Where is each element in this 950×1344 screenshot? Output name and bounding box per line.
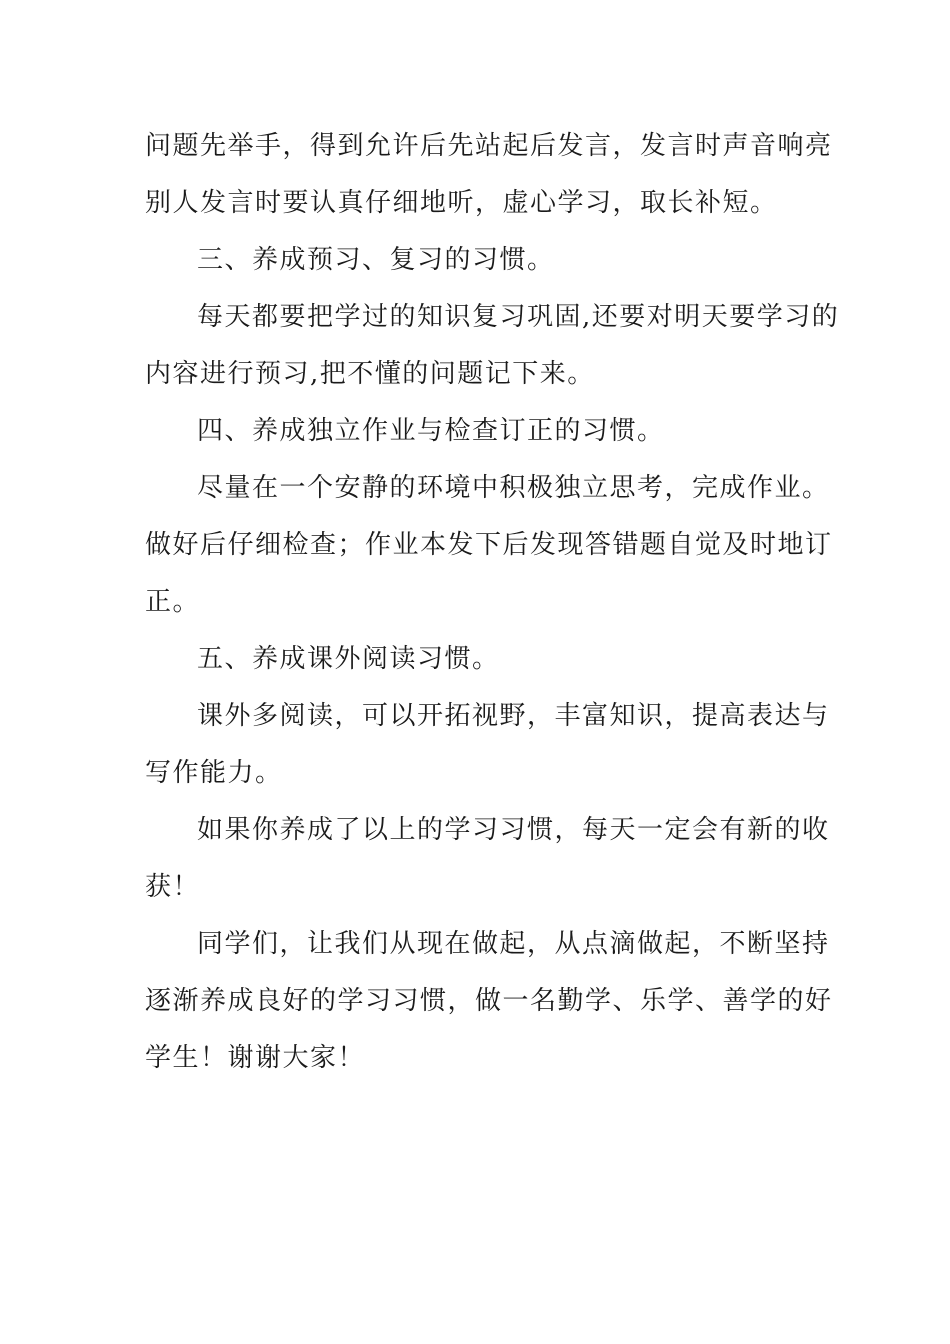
text-line: 课外多阅读，可以开拓视野，丰富知识，提高表达与 (197, 701, 830, 731)
section-heading-4: 四、养成独立作业与检查订正的习惯。 (197, 416, 665, 446)
text-line: 逐渐养成良好的学习习惯，做一名勤学、乐学、善学的好 (145, 986, 833, 1016)
text-line: 获！ (145, 872, 201, 902)
closing-line: 学生！谢谢大家！ (145, 1043, 366, 1073)
text-line: 如果你养成了以上的学习习惯，每天一定会有新的收 (197, 815, 830, 845)
text-line: 做好后仔细检查；作业本发下后发现答错题自觉及时地订 (145, 530, 833, 560)
text-line: 尽量在一个安静的环境中积极独立思考，完成作业。 (197, 473, 830, 503)
text-line: 正。 (145, 587, 201, 617)
text-line: 同学们，让我们从现在做起，从点滴做起，不断坚持 (197, 929, 830, 959)
text-line: 内容进行预习,把不懂的问题记下来。 (145, 359, 595, 389)
text-line: 问题先举手，得到允许后先站起后发言，发言时声音响亮 (145, 131, 833, 161)
document-body (145, 118, 840, 1087)
text-line: 每天都要把学过的知识复习巩固,还要对明天要学习的 (197, 302, 840, 332)
section-heading-3: 三、养成预习、复习的习惯。 (197, 245, 555, 275)
section-heading-5: 五、养成课外阅读习惯。 (197, 644, 500, 674)
text-line: 别人发言时要认真仔细地听，虚心学习，取长补短。 (145, 188, 778, 218)
text-line: 写作能力。 (145, 758, 283, 788)
